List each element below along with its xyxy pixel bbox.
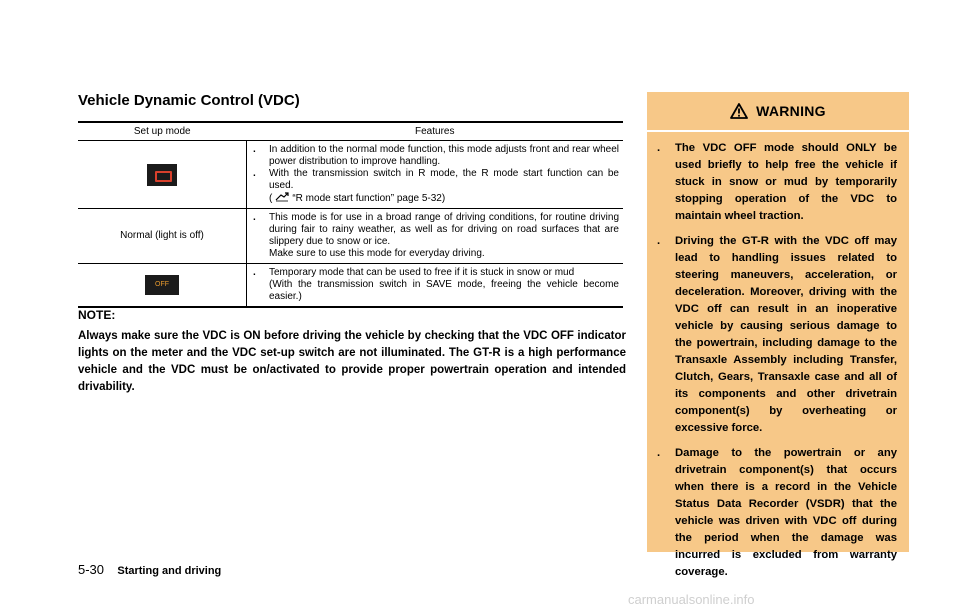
warning-text: Damage to the powertrain or any drivetrain component(s) that occurs when there is a record in the Vehicle Status Data Recorder (VSDR) that the vehicle was driven with VDC off during the period when the damage was incurred is excluded from warranty coverage. [675,447,897,578]
warning-triangle-icon [730,103,748,119]
reference-text: “R mode start function” page 5-32) [292,193,446,204]
note-heading: NOTE: [78,308,116,322]
vdc-off-icon: OFF [145,275,179,295]
list-item: . Driving the GT-R with the VDC off may lead to handling issues related to steering maneuvers, acceleration, or deceleration. Moreover, driving with the VDC off can result in an inoperative vehicle by causing serious damage to the powertrain, including damage to the Transaxle Assembly including Transfer, Clutch, Gears, Transaxle case and all of its components and other drivetrain component(s) by overheating or excessive force. [657,233,897,437]
feature-text: Temporary mode that can be used to free if it is stuck in snow or mud [269,267,575,278]
page-number: 5-30 [78,562,105,577]
features-cell-r [247,141,624,209]
feature-text: In addition to the normal mode function, this mode adjusts front and rear wheel power distribution to improve handling. [269,144,619,167]
table-row [78,209,623,264]
watermark: carmanualsonline.info [628,592,755,607]
list-item: . In addition to the normal mode function, this mode adjusts front and rear wheel power distribution to improve handling. [253,144,619,167]
r-mode-icon [147,164,177,186]
warning-header [647,92,909,132]
table-row [78,141,623,209]
list-item: . With the transmission switch in R mode, the R mode start function can be used. [253,168,619,191]
list-item: . Damage to the powertrain or any drivetrain component(s) that occurs when there is a record in the Vehicle Status Data Recorder (VSDR) that the vehicle was driven with VDC off during the period when the damage was incurred is excluded from warranty coverage. [657,445,897,581]
feature-continuation: Make sure to use this mode for everyday driving. [269,248,485,259]
mode-cell-off [78,264,247,308]
warning-text: Driving the GT-R with the VDC off may lead to handling issues related to steering maneuvers, acceleration, or deceleration. Moreover, driving with the VDC off can result in an inoperative vehicle by causing serious damage to the powertrain, including damage to the Transaxle Assembly including Transfer, Clutch, Gears, Transaxle case and all of its components and other drivetrain component(s) by overheating or excessive force. [675,235,897,434]
chapter-title: Starting and driving [117,565,222,577]
warning-box [647,92,909,578]
features-cell-normal [247,209,624,264]
header-setup-mode: Set up mode [78,122,247,141]
warning-list [647,132,909,581]
warning-text: The VDC OFF mode should ONLY be used briefly to help free the vehicle if stuck in snow or mud by temporarily stopping operation of the VDC to maintain wheel traction. [675,142,897,222]
mode-label: Normal (light is off) [120,230,204,241]
page-reference-icon [275,192,289,202]
warning-title: WARNING [756,103,826,119]
mode-cell-r [78,141,247,209]
features-cell-off [247,264,624,308]
table-row [78,264,623,308]
vdc-modes-table [78,121,623,308]
note-body: Always make sure the VDC is ON before driving the vehicle by checking that the VDC OFF indicator lights on the meter and the VDC set-up switch are not illuminated. The GT-R is a high performance vehicle and the VDC must be on/activated to provide proper powertrain operation and intended drivability. [78,330,626,393]
section-title: Vehicle Dynamic Control (VDC) [78,92,300,109]
header-features: Features [247,122,624,141]
mode-cell-normal [78,209,247,264]
table-header-row [78,122,623,141]
feature-text: This mode is for use in a broad range of driving conditions, for routine driving during fair to rainy weather, as well as for driving on road surfaces that are slippery due to snow or ice. [269,212,619,247]
feature-text: With the transmission switch in R mode, the R mode start function can be used. [269,168,619,191]
feature-continuation: (With the transmission switch in SAVE mode, freeing the vehicle become easier.) [269,279,619,302]
list-item: . This mode is for use in a broad range of driving conditions, for routine driving during fair to rainy weather, as well as for driving on road surfaces that are slippery due to snow or ice. [253,212,619,247]
list-item: . Temporary mode that can be used to free if it is stuck in snow or mud [251,267,619,279]
page-reference: ( “R mode start function” page 5-32) [269,193,446,204]
list-item: . The VDC OFF mode should ONLY be used briefly to help free the vehicle if stuck in snow or mud by temporarily stopping operation of the VDC to maintain wheel traction. [657,140,897,225]
page-footer [78,562,221,577]
